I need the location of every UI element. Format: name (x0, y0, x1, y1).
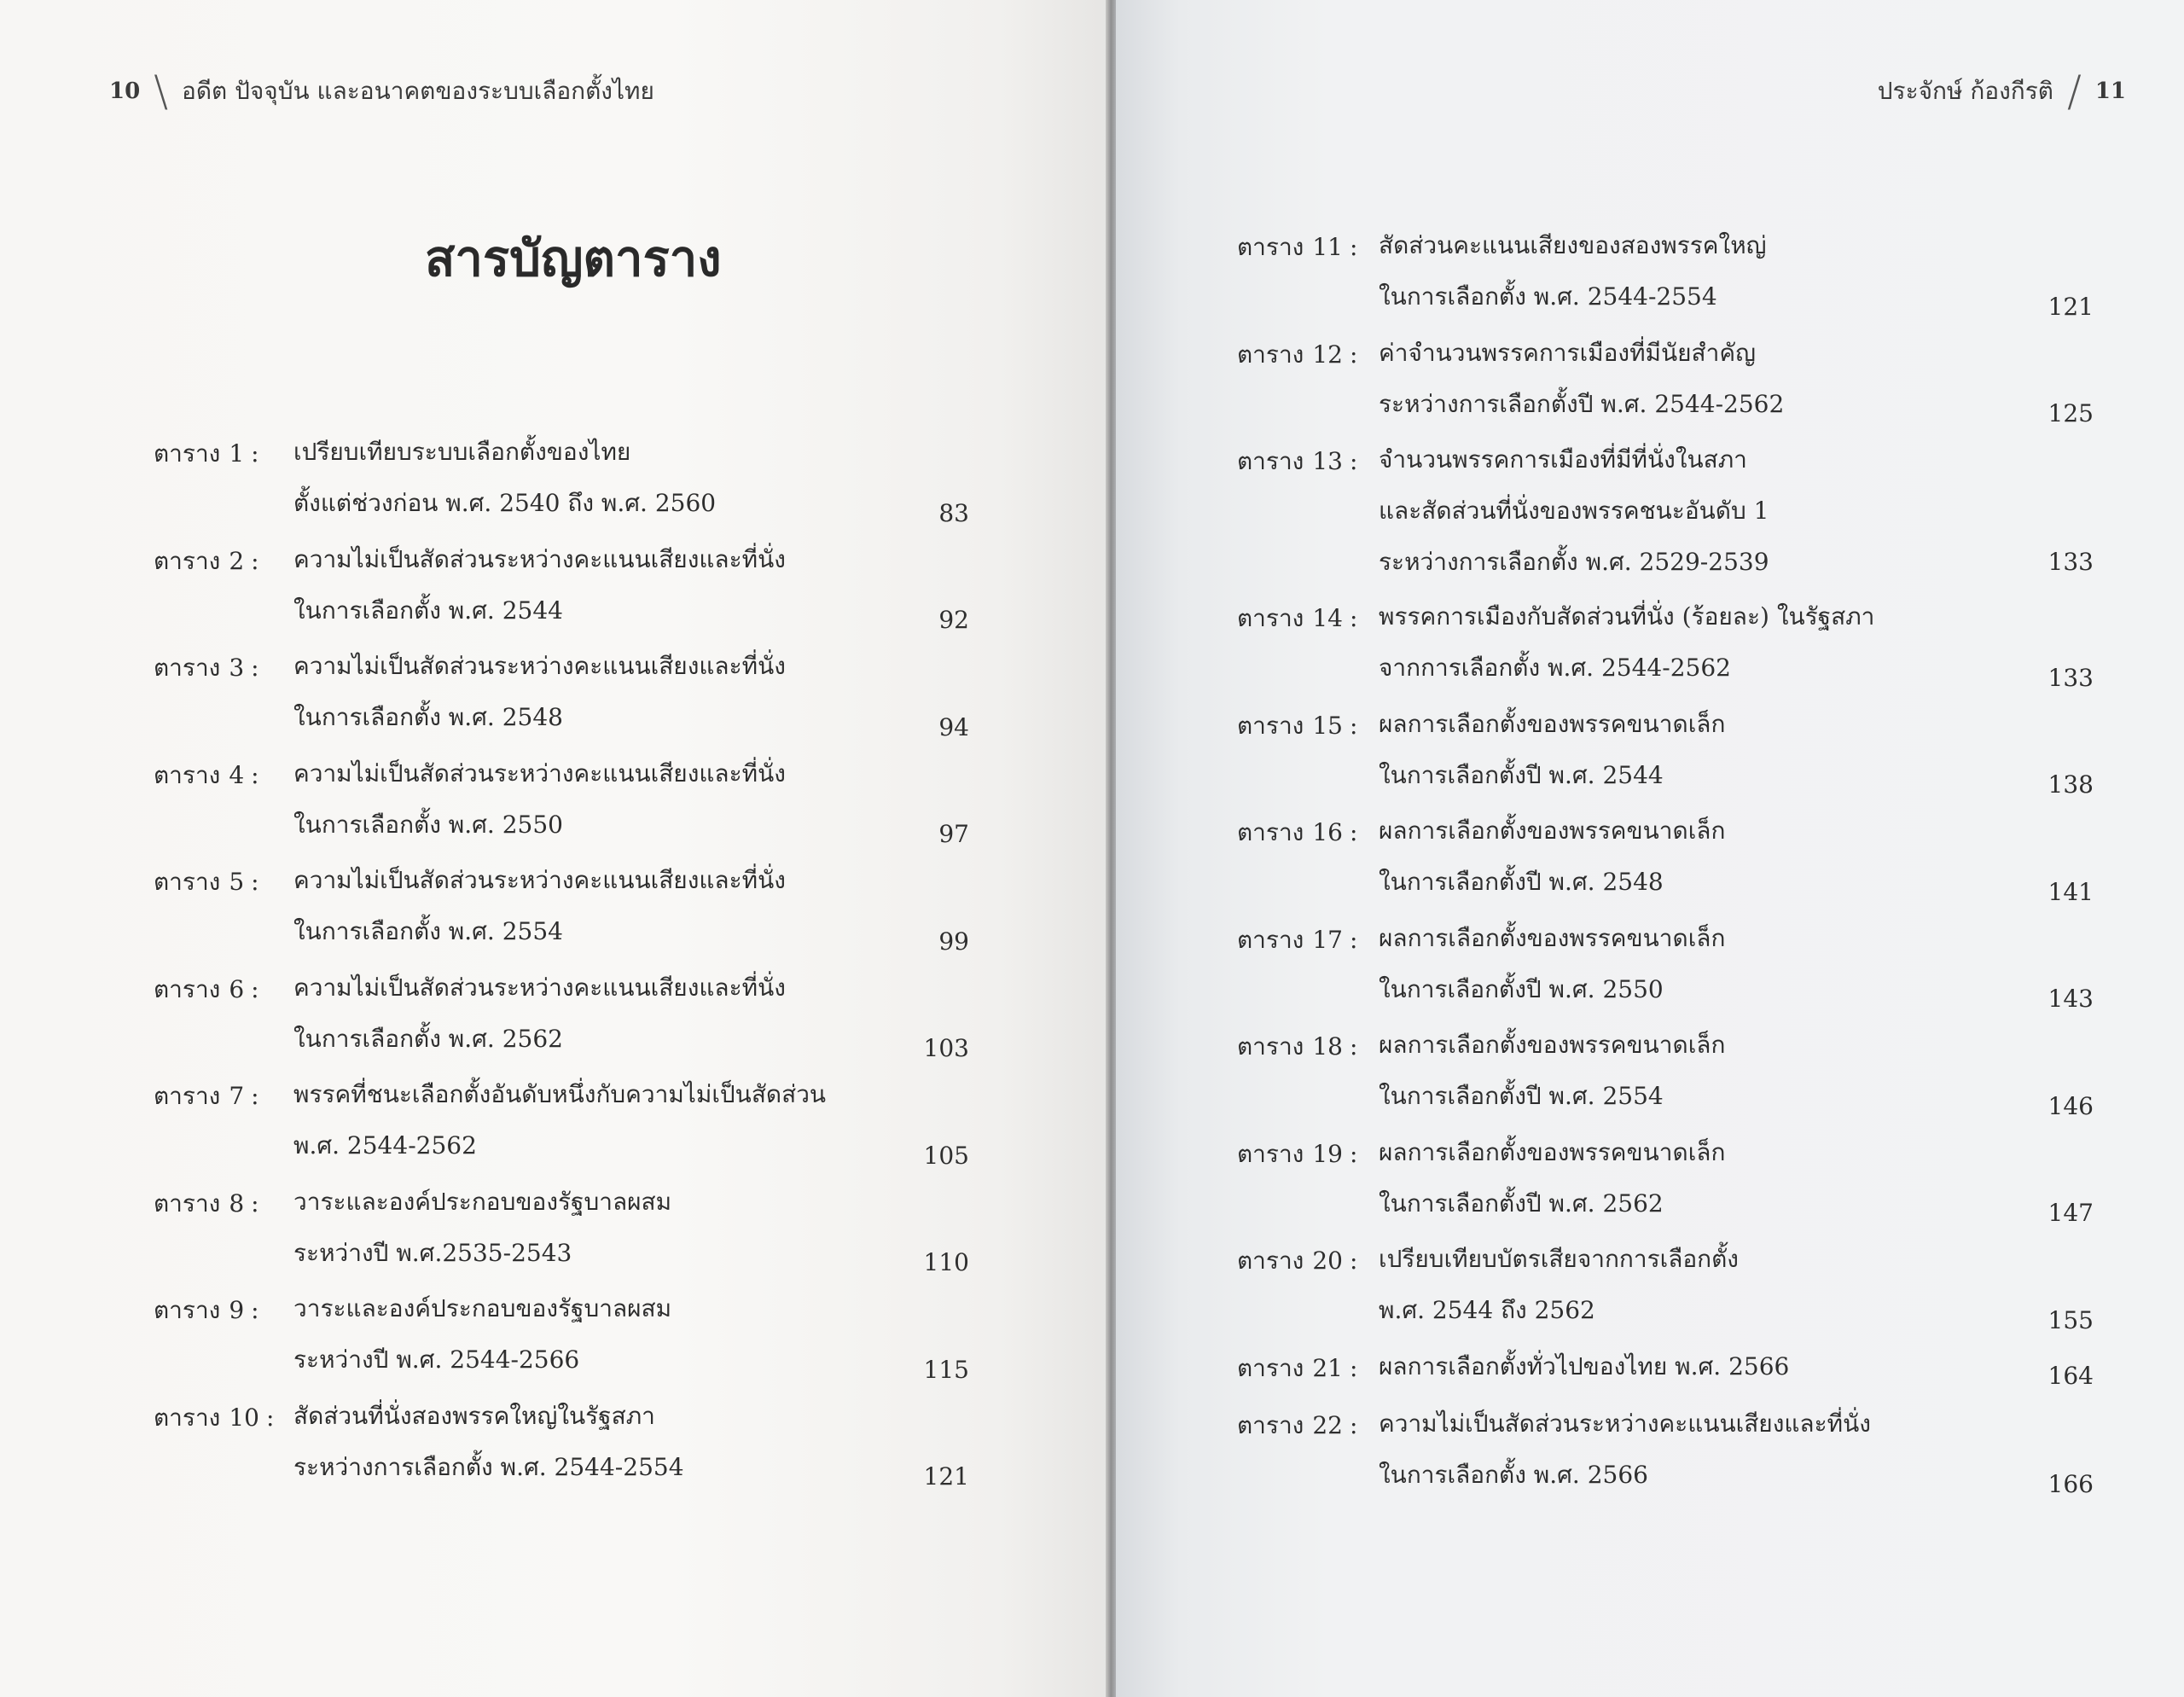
toc-entry-title-line: ระหว่างการเลือกตั้ง พ.ศ. 2544-2554 (293, 1452, 684, 1481)
table-number: 14 (1312, 604, 1343, 632)
toc-entry-title (1379, 336, 1784, 439)
toc-entry-title-line: ผลการเลือกตั้งทั่วไปของไทย พ.ศ. 2566 (1379, 1351, 1790, 1380)
table-word: ตาราง (1237, 925, 1304, 954)
toc-entry-label (154, 1292, 259, 1329)
table-word: ตาราง (1237, 233, 1304, 261)
toc-entry-title-line: วาระและองค์ประกอบของรัฐบาลผสม (293, 1294, 672, 1322)
table-number: 17 (1312, 925, 1343, 954)
toc-entry (1237, 707, 2111, 815)
label-colon: : (251, 868, 259, 896)
toc-entry-title (293, 1399, 684, 1502)
label-colon: : (251, 439, 259, 468)
toc-entry (1237, 336, 2111, 444)
toc-entry-title-line: ผลการเลือกตั้งของพรรคขนาดเล็ก (1379, 817, 1726, 845)
toc-entry-title-line: ผลการเลือกตั้งของพรรคขนาดเล็ก (1379, 923, 1726, 952)
toc-entry-title (293, 1185, 671, 1287)
toc-entry-title-line: และสัดส่วนที่นั่งของพรรคชนะอันดับ 1 (1379, 497, 1769, 525)
label-colon: : (1349, 1139, 1358, 1168)
label-colon: : (1349, 604, 1358, 632)
toc-entry-label (154, 435, 259, 473)
toc-entry-label (1237, 600, 1357, 637)
toc-entry-title (293, 757, 786, 859)
table-number: 15 (1312, 711, 1343, 740)
toc-entry-title-line: ในการเลือกตั้ง พ.ศ. 2566 (1379, 1460, 1648, 1489)
label-colon: : (1349, 340, 1358, 369)
toc-entry (1237, 600, 2111, 707)
toc-entry (1237, 443, 2111, 600)
toc-entry-title (293, 1292, 671, 1394)
toc-entry-label (1237, 707, 1357, 745)
left-running-head (109, 67, 654, 116)
toc-entry-title-line: จำนวนพรรคการเมืองที่มีที่นั่งในสภา (1379, 445, 1747, 474)
toc-entry (154, 1399, 990, 1507)
label-colon: : (265, 1403, 275, 1432)
toc-entry-title-line: ระหว่างการเลือกตั้งปี พ.ศ. 2544-2562 (1379, 389, 1785, 418)
toc-entry-title-line: ความไม่เป็นสัดส่วนระหว่างคะแนนเสียงและที่นั่ง (293, 973, 786, 1002)
label-colon: : (251, 654, 259, 682)
toc-entry (154, 435, 990, 543)
toc-entry-label (154, 649, 259, 687)
toc-entry-title (1379, 1136, 1725, 1238)
toc-entry-label (1237, 336, 1357, 374)
toc-entry-title-line: ผลการเลือกตั้งของพรรคขนาดเล็ก (1379, 1137, 1726, 1166)
table-word: ตาราง (154, 760, 221, 789)
label-colon: : (1349, 447, 1358, 475)
table-word: ตาราง (154, 974, 221, 1003)
toc-entry-title (1379, 707, 1725, 810)
table-word: ตาราง (154, 1296, 221, 1324)
table-number: 13 (1312, 447, 1343, 475)
toc-entry-page-number: 103 (923, 1034, 969, 1062)
toc-entry-title-line: ในการเลือกตั้งปี พ.ศ. 2550 (1379, 974, 1664, 1003)
table-number: 19 (1312, 1139, 1343, 1168)
toc-entry-title (1379, 1407, 1871, 1509)
left-running-title: อดีต ปัจจุบัน และอนาคตของระบบเลือกตั้งไทย (182, 77, 654, 105)
table-number: 2 (229, 546, 245, 575)
label-colon: : (251, 1082, 259, 1110)
toc-entry (154, 1078, 990, 1185)
toc-entry-title-line: ในการเลือกตั้งปี พ.ศ. 2544 (1379, 760, 1664, 789)
toc-entry-label (1237, 1242, 1357, 1280)
toc-entry-title-line: ผลการเลือกตั้งของพรรคขนาดเล็ก (1379, 709, 1726, 738)
toc-entry-page-number: 164 (2048, 1361, 2094, 1390)
toc-entry-title-line: จากการเลือกตั้ง พ.ศ. 2544-2562 (1379, 654, 1731, 682)
toc-entry-title-line: ค่าจำนวนพรรคการเมืองที่มีนัยสำคัญ (1379, 338, 1756, 367)
toc-entry (1237, 1242, 2111, 1350)
label-colon: : (251, 760, 259, 789)
toc-entry-title (1379, 1350, 1789, 1401)
toc-entry-title-line: ความไม่เป็นสัดส่วนระหว่างคะแนนเสียงและที่นั่ง (293, 758, 786, 787)
label-colon: : (1349, 1353, 1358, 1382)
toc-entry-title-line: ระหว่างปี พ.ศ. 2544-2566 (293, 1345, 580, 1374)
label-colon: : (251, 1188, 259, 1218)
toc-entry-title-line: ในการเลือกตั้งปี พ.ศ. 2562 (1379, 1188, 1664, 1218)
toc-entry (1237, 814, 2111, 921)
table-number: 5 (229, 868, 245, 896)
toc-entry-title (1379, 229, 1767, 331)
label-colon: : (1349, 1032, 1358, 1061)
left-head-separator: \ (154, 67, 169, 116)
toc-entry-title-line: สัดส่วนคะแนนเสียงของสองพรรคใหญ่ (1379, 231, 1767, 259)
toc-entry-title-line: เปรียบเทียบระบบเลือกตั้งของไทย (293, 438, 631, 466)
table-word: ตาราง (154, 654, 221, 682)
toc-entry-title-line: สัดส่วนที่นั่งสองพรรคใหญ่ในรัฐสภา (293, 1401, 655, 1430)
toc-entry-page-number: 138 (2048, 770, 2094, 799)
label-colon: : (251, 546, 259, 575)
table-number: 1 (229, 439, 245, 468)
toc-entry-title-line: พรรคการเมืองกับสัดส่วนที่นั่ง (ร้อยละ) ในรัฐสภา (1379, 602, 1875, 631)
toc-entry-title-line: ในการเลือกตั้งปี พ.ศ. 2554 (1379, 1082, 1664, 1110)
toc-entry-page-number: 141 (2048, 877, 2094, 906)
toc-entry-title-line: ตั้งแต่ช่วงก่อน พ.ศ. 2540 ถึง พ.ศ. 2560 (293, 489, 717, 517)
toc-entry-label (154, 1399, 274, 1437)
toc-right-list (1237, 229, 2111, 1514)
table-word: ตาราง (1237, 1032, 1304, 1061)
toc-entry-title-line: เปรียบเทียบบัตรเสียจากการเลือกตั้ง (1379, 1245, 1739, 1273)
toc-entry-page-number: 133 (2048, 663, 2094, 692)
label-colon: : (1349, 1247, 1358, 1275)
table-word: ตาราง (154, 1188, 221, 1218)
table-number: 20 (1312, 1247, 1343, 1275)
table-word: ตาราง (1237, 340, 1304, 369)
toc-entry-page-number: 105 (923, 1141, 969, 1170)
toc-entry-title-line: ในการเลือกตั้ง พ.ศ. 2562 (293, 1024, 563, 1053)
table-word: ตาราง (1237, 1247, 1304, 1275)
label-colon: : (251, 1296, 259, 1324)
table-word: ตาราง (154, 439, 221, 468)
toc-entry-label (154, 543, 259, 580)
table-word: ตาราง (1237, 1139, 1304, 1168)
toc-entry-page-number: 83 (938, 498, 969, 527)
page-title: สารบัญตาราง (425, 230, 722, 288)
toc-entry-page-number: 146 (2048, 1091, 2094, 1120)
table-number: 11 (1312, 233, 1343, 261)
toc-entry (154, 1292, 990, 1399)
table-number: 4 (229, 760, 245, 789)
toc-entry-page-number: 110 (923, 1248, 969, 1276)
toc-entry-label (1237, 1407, 1357, 1444)
toc-entry (154, 757, 990, 864)
toc-left-list (154, 435, 990, 1506)
toc-entry-title (1379, 814, 1725, 916)
table-number: 21 (1312, 1353, 1343, 1382)
toc-entry-title-line: ในการเลือกตั้ง พ.ศ. 2544-2554 (1379, 282, 1717, 311)
label-colon: : (251, 974, 259, 1003)
table-number: 22 (1312, 1410, 1343, 1439)
toc-entry-title (1379, 1028, 1725, 1130)
toc-entry-title-line: ระหว่างปี พ.ศ.2535-2543 (293, 1238, 572, 1267)
toc-entry-label (1237, 229, 1357, 266)
toc-entry (154, 863, 990, 971)
toc-entry-page-number: 147 (2048, 1199, 2094, 1227)
toc-entry (1237, 1407, 2111, 1514)
toc-entry-title-line: พรรคที่ชนะเลือกตั้งอันดับหนึ่งกับความไม่เป็นสัดส่วน (293, 1080, 827, 1108)
table-number: 9 (229, 1296, 245, 1324)
table-word: ตาราง (154, 868, 221, 896)
label-colon: : (1349, 818, 1358, 846)
toc-entry-label (154, 1185, 259, 1223)
toc-entry-label (1237, 1028, 1357, 1066)
toc-entry-title-line: ในการเลือกตั้ง พ.ศ. 2548 (293, 703, 563, 731)
toc-entry (154, 1185, 990, 1293)
toc-entry-page-number: 155 (2048, 1305, 2094, 1334)
toc-entry-title-line: ความไม่เป็นสัดส่วนระหว่างคะแนนเสียงและที่นั่ง (1379, 1409, 1871, 1438)
table-word: ตาราง (1237, 1410, 1304, 1439)
toc-entry-page-number: 115 (923, 1355, 969, 1384)
toc-entry-title (293, 971, 786, 1073)
toc-entry-label (154, 1078, 259, 1115)
right-running-title: ประจักษ์ ก้องกีรติ (1877, 77, 2053, 105)
toc-entry-label (1237, 1136, 1357, 1173)
right-page (1116, 0, 2184, 1697)
toc-entry-title (1379, 1242, 1739, 1345)
label-colon: : (1349, 711, 1358, 740)
toc-entry-title (1379, 921, 1725, 1024)
toc-entry-title-line: พ.ศ. 2544 ถึง 2562 (1379, 1296, 1595, 1324)
toc-entry-title-line: ผลการเลือกตั้งของพรรคขนาดเล็ก (1379, 1031, 1726, 1059)
toc-entry (1237, 1028, 2111, 1136)
toc-entry-label (1237, 921, 1357, 959)
toc-entry-label (154, 971, 259, 1008)
table-word: ตาราง (154, 1403, 221, 1432)
table-word: ตาราง (1237, 1353, 1304, 1382)
toc-entry-page-number: 92 (938, 606, 969, 634)
table-number: 18 (1312, 1032, 1343, 1061)
right-running-head (1877, 67, 2126, 116)
table-number: 7 (229, 1082, 245, 1110)
toc-entry (154, 543, 990, 650)
toc-entry (1237, 921, 2111, 1029)
table-number: 3 (229, 654, 245, 682)
label-colon: : (1349, 925, 1358, 954)
toc-entry-page-number: 97 (938, 820, 969, 848)
toc-entry-label (1237, 443, 1357, 480)
toc-entry-label (1237, 814, 1357, 851)
toc-entry (1237, 1136, 2111, 1243)
toc-entry-page-number: 133 (2048, 548, 2094, 576)
toc-entry-page-number: 125 (2048, 399, 2094, 427)
table-number: 12 (1312, 340, 1343, 369)
toc-entry-title-line: ในการเลือกตั้ง พ.ศ. 2554 (293, 917, 563, 945)
right-folio: 11 (2094, 78, 2126, 104)
toc-entry-title-line: วาระและองค์ประกอบของรัฐบาลผสม (293, 1187, 672, 1216)
table-word: ตาราง (1237, 818, 1304, 846)
toc-entry-title-line: ในการเลือกตั้ง พ.ศ. 2544 (293, 596, 563, 625)
toc-entry (1237, 1350, 2111, 1407)
toc-entry-title-line: ความไม่เป็นสัดส่วนระหว่างคะแนนเสียงและที่นั่ง (293, 866, 786, 894)
toc-entry-label (154, 757, 259, 794)
toc-entry-page-number: 94 (938, 712, 969, 741)
toc-entry-page-number: 121 (2048, 292, 2094, 321)
table-number: 8 (229, 1188, 245, 1218)
toc-entry-title (293, 1078, 826, 1180)
left-folio: 10 (109, 78, 141, 104)
right-head-separator: / (2066, 67, 2082, 116)
table-word: ตาราง (154, 546, 221, 575)
toc-entry-title-line: ในการเลือกตั้ง พ.ศ. 2550 (293, 810, 563, 839)
toc-entry (154, 971, 990, 1078)
table-word: ตาราง (1237, 604, 1304, 632)
toc-entry-title-line: ในการเลือกตั้งปี พ.ศ. 2548 (1379, 868, 1664, 896)
table-number: 16 (1312, 818, 1343, 846)
table-number: 10 (229, 1403, 259, 1432)
toc-entry-title-line: ความไม่เป็นสัดส่วนระหว่างคะแนนเสียงและที่นั่ง (293, 652, 786, 680)
toc-entry-title (293, 863, 786, 966)
toc-entry-title-line: พ.ศ. 2544-2562 (293, 1131, 477, 1159)
toc-entry-page-number: 166 (2048, 1470, 2094, 1498)
toc-entry-title (293, 649, 786, 752)
label-colon: : (1349, 1410, 1358, 1439)
table-word: ตาราง (1237, 447, 1304, 475)
toc-entry-title (293, 543, 786, 645)
toc-entry-title (293, 435, 716, 538)
toc-entry (1237, 229, 2111, 336)
toc-entry-label (154, 863, 259, 901)
toc-entry-title-line: ความไม่เป็นสัดส่วนระหว่างคะแนนเสียงและที่นั่ง (293, 544, 786, 573)
toc-entry-title (1379, 600, 1874, 702)
toc-entry (154, 649, 990, 757)
toc-entry-title-line: ระหว่างการเลือกตั้ง พ.ศ. 2529-2539 (1379, 548, 1769, 576)
table-number: 6 (229, 974, 245, 1003)
toc-entry-label (1237, 1350, 1357, 1387)
label-colon: : (1349, 233, 1358, 261)
toc-entry-title (1379, 443, 1769, 596)
toc-entry-page-number: 143 (2048, 985, 2094, 1013)
table-word: ตาราง (1237, 711, 1304, 740)
toc-entry-page-number: 99 (938, 927, 969, 956)
toc-entry-page-number: 121 (923, 1462, 969, 1491)
table-word: ตาราง (154, 1082, 221, 1110)
